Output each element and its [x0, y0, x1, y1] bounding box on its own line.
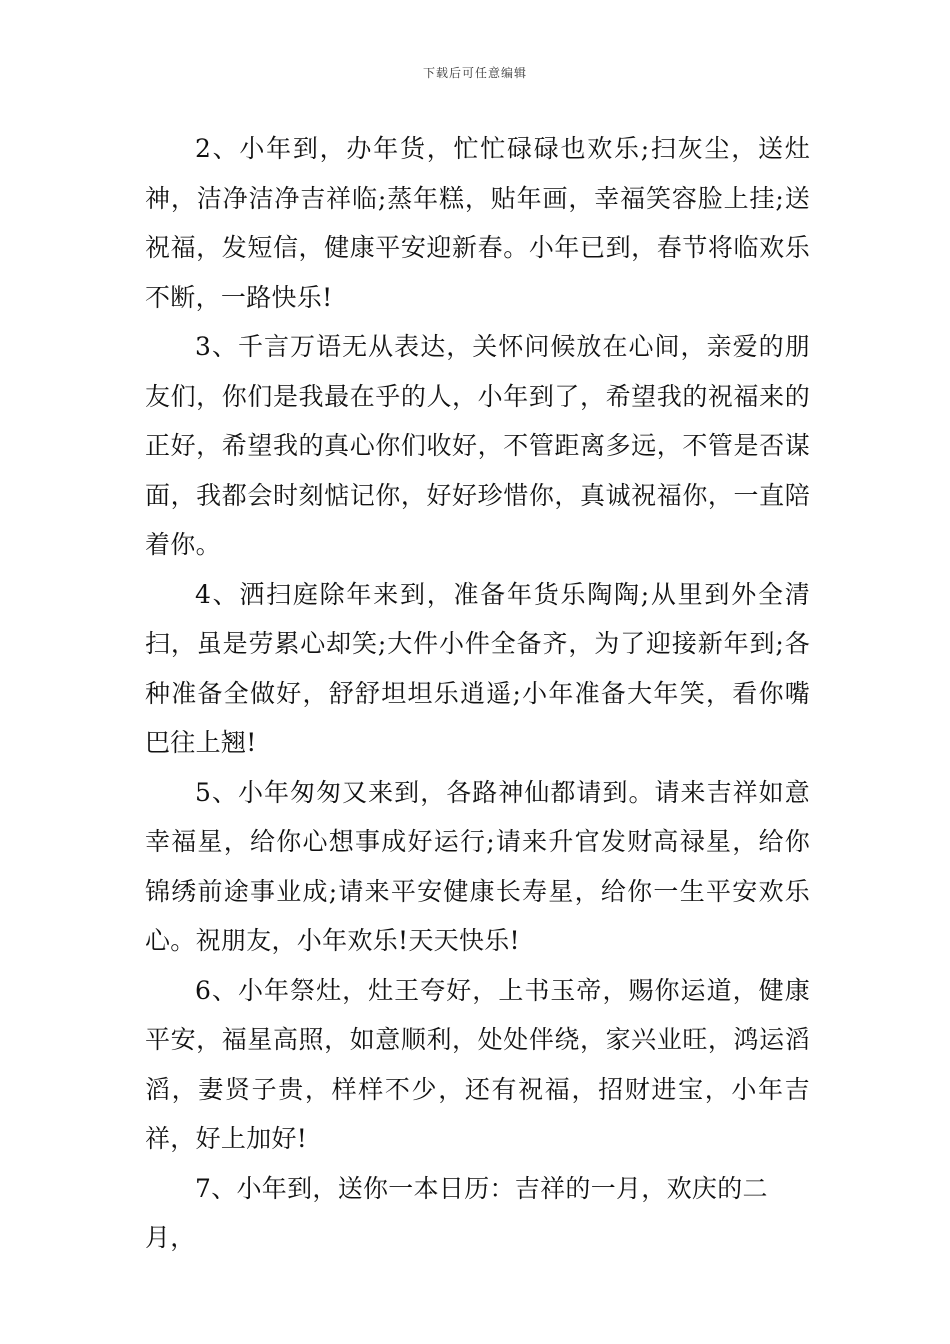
paragraph-6: 6、小年祭灶，灶王夸好，上书玉帝，赐你运道，健康平安，福星高照，如意顺利，处处伴绕，家兴业旺，鸿运滔滔，妻贤子贵，样样不少，还有祝福，招财进宝，小年吉祥，好上加好! — [145, 975, 810, 1153]
paragraph-3: 3、千言万语无从表达，关怀问候放在心间，亲爱的朋友们，你们是我最在乎的人，小年到了，希望我的祝福来的正好，希望我的真心你们收好，不管距离多远，不管是否谋面，我都会时刻惦记你，好好珍惜你，真诚祝福你，一直陪着你。 — [145, 332, 810, 559]
paragraph-7: 7、小年到，送你一本日历：吉祥的一月，欢庆的二月， — [145, 1173, 768, 1252]
paragraph-5: 5、小年匆匆又来到，各路神仙都请到。请来吉祥如意幸福星，给你心想事成好运行;请来升官发财高禄星，给你锦绣前途事业成;请来平安健康长寿星，给你一生平安欢乐心。祝朋友，小年欢乐!天天快乐! — [145, 777, 810, 955]
document-body — [145, 124, 810, 1263]
page-header: 下载后可任意编辑 — [422, 66, 527, 80]
paragraph-2: 2、小年到，办年货，忙忙碌碌也欢乐;扫灰尘，送灶神，洁净洁净吉祥临;蒸年糕，贴年画，幸福笑容脸上挂;送祝福，发短信，健康平安迎新春。小年已到，春节将临欢乐不断，一路快乐! — [145, 134, 810, 312]
paragraph-4: 4、洒扫庭除年来到，准备年货乐陶陶;从里到外全清扫，虽是劳累心却笑;大件小件全备齐，为了迎接新年到;各种准备全做好，舒舒坦坦乐逍遥;小年准备大年笑，看你嘴巴往上翘! — [145, 579, 810, 757]
